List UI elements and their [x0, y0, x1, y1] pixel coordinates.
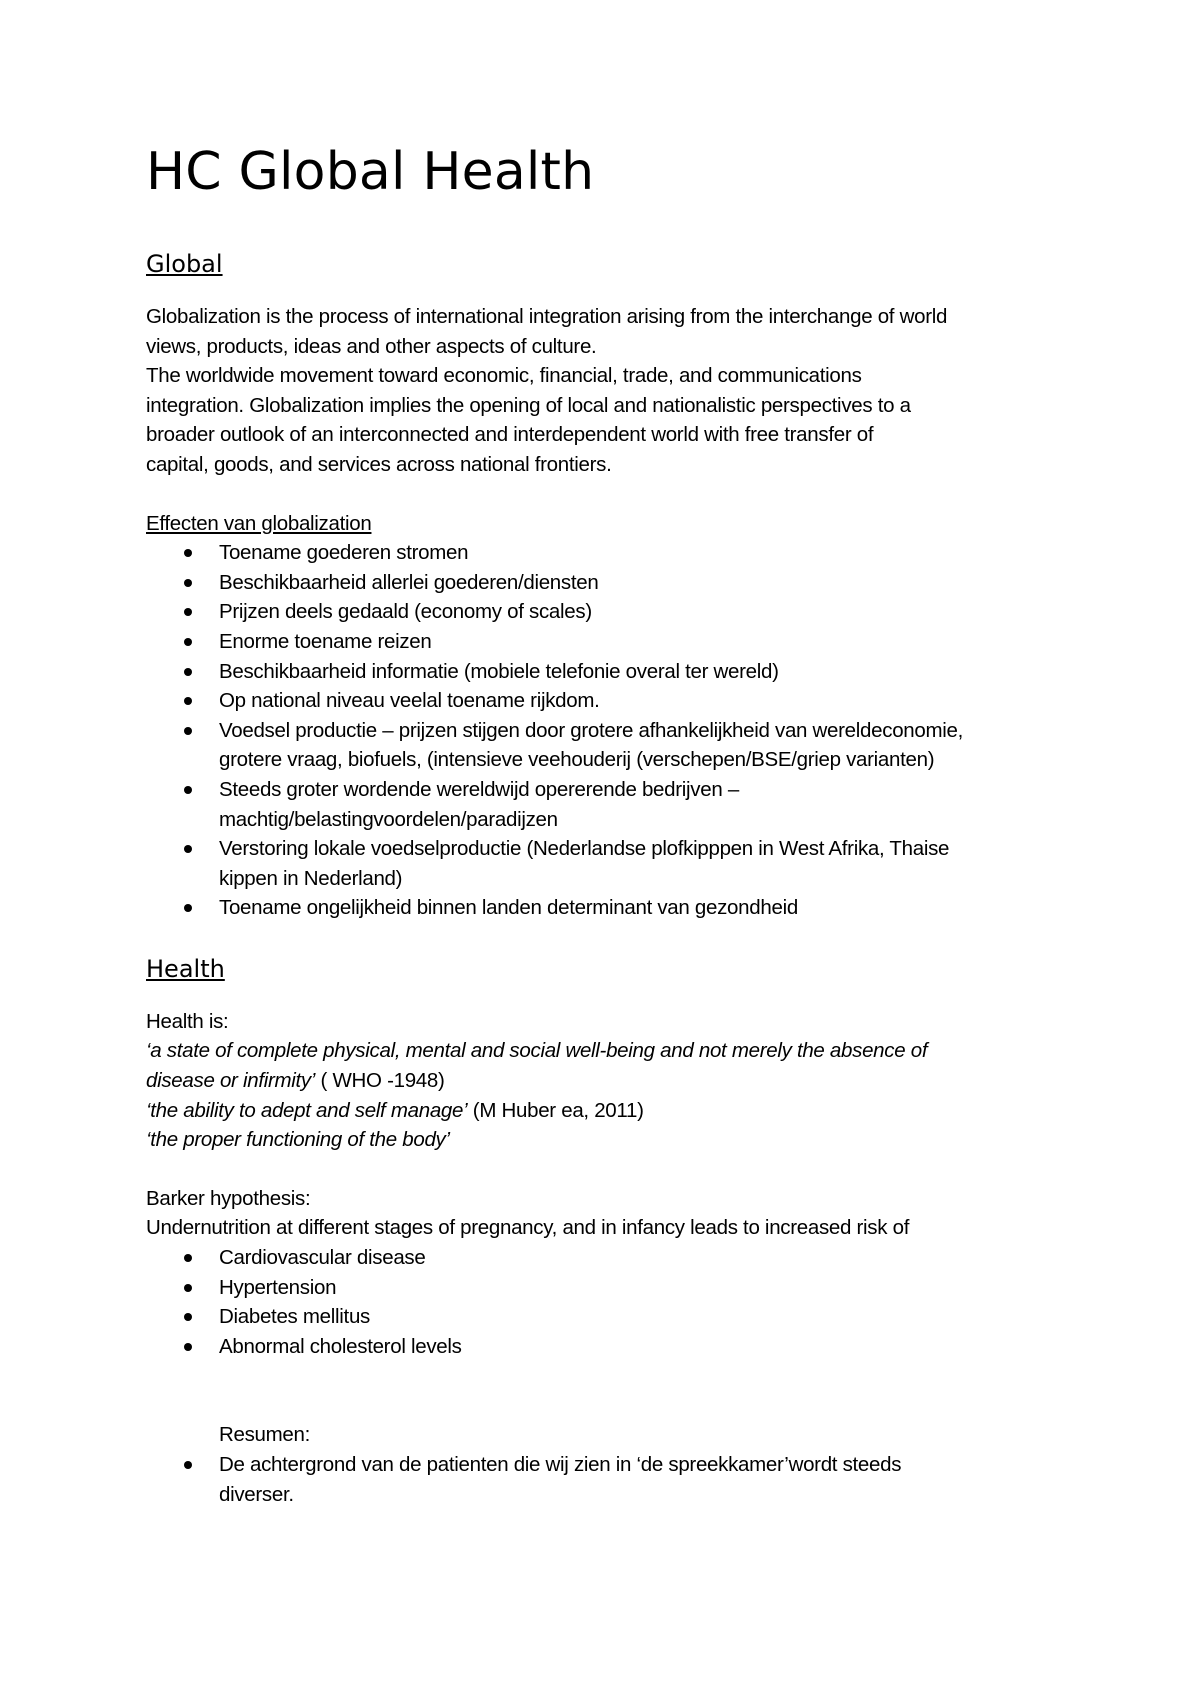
- list-item: Hypertension: [146, 1273, 1086, 1303]
- bullet-icon: [184, 549, 192, 557]
- health-definitions: [146, 1007, 1086, 1155]
- global-paragraph-1: [146, 302, 1086, 480]
- body-definition: ‘the proper functioning of the body’: [146, 1128, 450, 1152]
- bullet-icon: [184, 608, 192, 616]
- list-item: Toename goederen stromen: [146, 538, 1086, 568]
- barker-text: Undernutrition at different stages of pregnancy, and in infancy leads to increased risk of: [146, 1216, 910, 1240]
- bullet-icon: [184, 1343, 192, 1351]
- list-item: Beschikbaarheid allerlei goederen/diensten: [146, 568, 1086, 598]
- global-paragraph-2-line-3: broader outlook of an interconnected and interdependent world with free transfer of: [146, 423, 874, 447]
- list-item: Voedsel productie – prijzen stijgen door grotere afhankelijkheid van wereldeconomie, grotere vraag, biofuels, (intensieve veehouderij (verschepen/BSE/griep varianten): [146, 716, 1086, 775]
- barker-list: [146, 1243, 1086, 1361]
- bullet-icon: [184, 638, 192, 646]
- huber-definition: ‘the ability to adept and self manage’: [146, 1098, 468, 1122]
- resumen-list: [146, 1450, 1086, 1509]
- list-item: Cardiovascular disease: [146, 1243, 1086, 1273]
- document-title: HC Global Health: [146, 142, 595, 202]
- effects-heading: Effecten van globalization: [146, 511, 372, 535]
- bullet-icon: [184, 1313, 192, 1321]
- bullet-icon: [184, 668, 192, 676]
- bullet-icon: [184, 845, 192, 853]
- list-item: Prijzen deels gedaald (economy of scales): [146, 597, 1086, 627]
- bullet-icon: [184, 697, 192, 705]
- list-item: Beschikbaarheid informatie (mobiele telefonie overal ter wereld): [146, 657, 1086, 687]
- global-paragraph-1-line-1: Globalization is the process of international integration arising from the interchange of world: [146, 305, 948, 328]
- global-paragraph-1-line-2: views, products, ideas and other aspects of culture.: [146, 334, 597, 358]
- list-item: Toename ongelijkheid binnen landen determinant van gezondheid: [146, 893, 1086, 923]
- who-definition-line-2: disease or infirmity’: [146, 1069, 316, 1093]
- section-heading-global: Global: [146, 250, 223, 278]
- document-page: [146, 140, 1086, 1509]
- bullet-icon: [184, 786, 192, 794]
- list-item: Abnormal cholesterol levels: [146, 1332, 1086, 1362]
- bullet-icon: [184, 579, 192, 587]
- list-item: Diabetes mellitus: [146, 1302, 1086, 1332]
- list-item: Steeds groter wordende wereldwijd opererende bedrijven – machtig/belastingvoordelen/paradijzen: [146, 775, 1086, 834]
- list-item: Verstoring lokale voedselproductie (Nederlandse plofkipppen in West Afrika, Thaise kippen in Nederland): [146, 834, 1086, 893]
- who-definition-source: ( WHO -1948): [315, 1069, 445, 1093]
- bullet-icon: [184, 1254, 192, 1262]
- global-paragraph-2-line-2: integration. Globalization implies the opening of local and nationalistic perspectives to a: [146, 393, 911, 417]
- global-paragraph-2-line-4: capital, goods, and services across national frontiers.: [146, 452, 612, 476]
- bullet-icon: [184, 727, 192, 735]
- barker-section: [146, 1184, 1086, 1243]
- effects-list: [146, 538, 1086, 923]
- list-item: Enorme toename reizen: [146, 627, 1086, 657]
- resumen-label: Resumen:: [219, 1423, 311, 1447]
- bullet-icon: [184, 904, 192, 912]
- list-item: Op national niveau veelal toename rijkdom.: [146, 686, 1086, 716]
- section-heading-health: Health: [146, 954, 225, 983]
- bullet-icon: [184, 1461, 192, 1469]
- global-paragraph-2-line-1: The worldwide movement toward economic, financial, trade, and communications: [146, 364, 862, 388]
- huber-definition-source: (M Huber ea, 2011): [467, 1098, 644, 1122]
- list-item: De achtergrond van de patienten die wij zien in ‘de spreekkamer’wordt steeds diverser.: [146, 1450, 1086, 1509]
- barker-heading: Barker hypothesis:: [146, 1186, 311, 1210]
- who-definition-line-1: ‘a state of complete physical, mental and social well-being and not merely the absence of: [146, 1039, 928, 1063]
- health-is-label: Health is:: [146, 1009, 229, 1033]
- bullet-icon: [184, 1284, 192, 1292]
